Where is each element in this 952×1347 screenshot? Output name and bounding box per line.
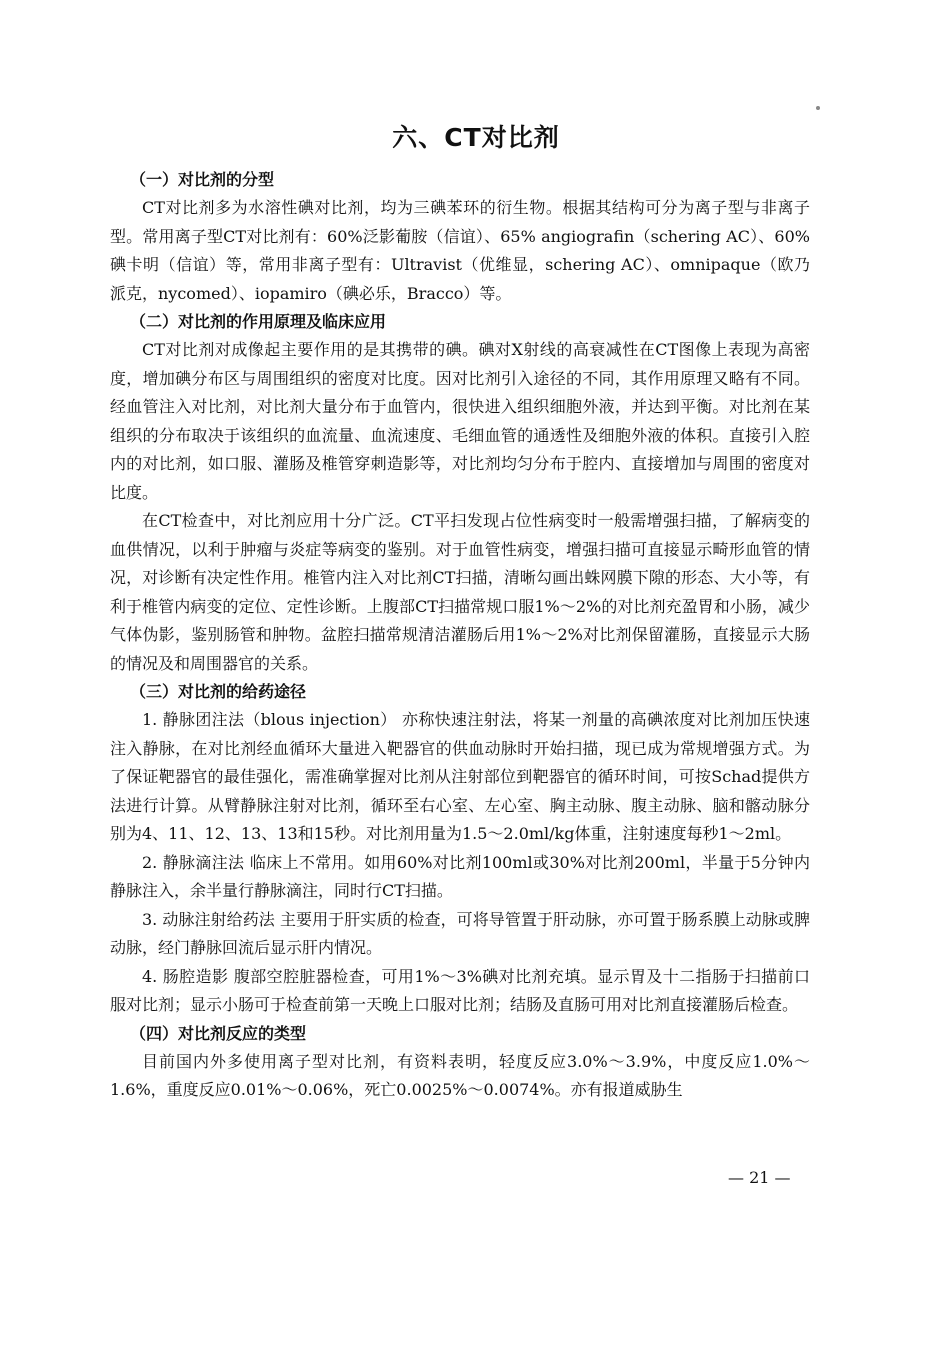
paragraph: 目前国内外多使用离子型对比剂，有资料表明，轻度反应3.0%～3.9%，中度反应1.0%～1.6%，重度反应0.01%～0.06%，死亡0.0025%～0.0074%。亦有报道威胁生 <box>110 1051 810 1099</box>
paragraph: 1. 静脉团注法（blous injection） 亦称快速注射法，将某一剂量的高碘浓度对比剂加压快速注入静脉，在对比剂经血循环大量进入靶器官的供血动脉时开始扫描，现已成为常规增强方式。为了保证靶器官的最佳强化，需准确掌握对比剂从注射部位到靶器官的循环时间，可按Schad提供方法进行计算。从臂静脉注射对比剂，循环至右心室、左心室、胸主动脉、腹主动脉、脑和髂动脉分别为4、11、12、13、13和15秒。对比剂用量为1.5～2.0ml/kg体重，注射速度每秒1～2ml。 <box>110 710 810 843</box>
paragraph: 3. 动脉注射给药法 主要用于肝实质的检查，可将导管置于肝动脉，亦可置于肠系膜上动脉或脾动脉，经门静脉回流后显示肝内情况。 <box>110 909 810 957</box>
scan-speck <box>816 106 820 110</box>
section-heading-principle: （二）对比剂的作用原理及临床应用 <box>130 312 387 331</box>
section-heading-reactions: （四）对比剂反应的类型 <box>130 1023 307 1043</box>
paragraph: 4. 肠腔造影 腹部空腔脏器检查，可用1%～3%碘对比剂充填。显示胃及十二指肠于扫描前口服对比剂；显示小肠可于检查前第一天晚上口服对比剂；结肠及直肠可用对比剂直接灌肠后检查。 <box>110 966 810 1014</box>
section-heading-administration: （三）对比剂的给药途径 <box>130 682 307 701</box>
paragraph: CT对比剂对成像起主要作用的是其携带的碘。碘对X射线的高衰减性在CT图像上表现为高密度，增加碘分布区与周围组织的密度对比度。因对比剂引入途径的不同，其作用原理又略有不同。经血管注入对比剂，对比剂大量分布于血管内，很快进入组织细胞外液，并达到平衡。对比剂在某组织的分布取决于该组织的血流量、血流速度、毛细血管的通透性及细胞外液的体积。直接引入腔内的对比剂，如口服、灌肠及椎管穿刺造影等，对比剂均匀分布于腔内、直接增加与周围的密度对比度。 <box>110 340 810 502</box>
paragraph: 2. 静脉滴注法 临床上不常用。如用60%对比剂100ml或30%对比剂200ml，半量于5分钟内静脉注入，余半量行静脉滴注，同时行CT扫描。 <box>110 852 810 900</box>
page-number: — 21 — <box>728 1168 791 1187</box>
chapter-title: 六、CT对比剂 <box>392 123 560 152</box>
body-text <box>110 166 810 1105</box>
paragraph: 在CT检查中，对比剂应用十分广泛。CT平扫发现占位性病变时一般需增强扫描，了解病变的血供情况，以利于肿瘤与炎症等病变的鉴别。对于血管性病变，增强扫描可直接显示畸形血管的情况，对诊断有决定性作用。椎管内注入对比剂CT扫描，清晰勾画出蛛网膜下隙的形态、大小等，有利于椎管内病变的定位、定性诊断。上腹部CT扫描常规口服1%～2%的对比剂充盈胃和小肠，减少气体伪影，鉴别肠管和肿物。盆腔扫描常规清洁灌肠后用1%～2%对比剂保留灌肠，直接显示大肠的情况及和周围器官的关系。 <box>110 511 810 673</box>
paragraph: CT对比剂多为水溶性碘对比剂，均为三碘苯环的衍生物。根据其结构可分为离子型与非离子型。常用离子型CT对比剂有：60%泛影葡胺（信谊）、65% angiografin（schering AC）、60%碘卡明（信谊）等，常用非离子型有：Ultravist（优维显，schering AC）、omnipaque（欧乃派克，nycomed）、iopamiro（碘必乐，Bracco）等。 <box>110 198 810 303</box>
section-heading-classification: （一）对比剂的分型 <box>130 170 275 189</box>
